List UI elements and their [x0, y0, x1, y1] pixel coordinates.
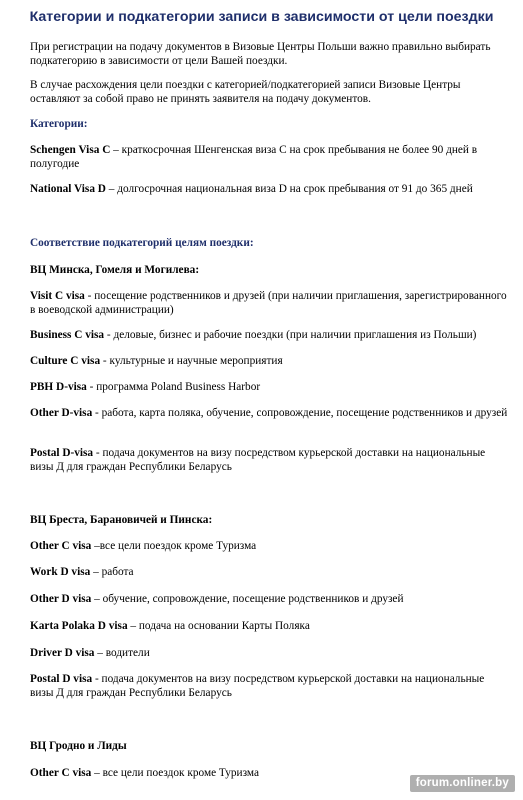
group-heading-minsk: ВЦ Минска, Гомеля и Могилева:	[30, 264, 200, 276]
category-desc: – долгосрочная национальная виза D на срок пребывания от 91 до 365 дней	[105, 183, 473, 195]
category-item	[30, 182, 508, 196]
page-title: Категории и подкатегории записи в зависимости от цели поездки	[29, 9, 494, 25]
subcategory-desc: - деловые, бизнес и рабочие поездки (при наличии приглашения из Польши)	[104, 329, 477, 341]
category-item	[30, 143, 508, 171]
subcategory-item	[30, 565, 508, 579]
subcategory-item	[30, 592, 508, 606]
subcategory-desc: – водители	[94, 647, 150, 659]
subcategory-item	[30, 539, 508, 553]
subcategory-desc: – все цели поездок кроме Туризма	[91, 767, 259, 779]
group-heading-grodno: ВЦ Гродно и Лиды	[30, 740, 127, 752]
intro-paragraph-1: При регистрации на подачу документов в Визовые Центры Польши важно правильно выбирать подкатегорию в зависимости от цели Вашей поездки.	[30, 41, 491, 67]
subcategory-item	[30, 380, 508, 394]
category-term: Schengen Visa C	[30, 144, 111, 156]
subcategory-term: Postal D visa	[30, 673, 93, 685]
subcategory-term: Karta Polaka D visa	[30, 620, 128, 632]
subcategories-heading: Соответствие подкатегорий целям поездки:	[30, 237, 254, 249]
subcategory-term: PBH D-visa	[30, 381, 87, 393]
subcategory-term: Other C visa	[30, 767, 92, 779]
subcategory-term: Postal D-visa	[30, 447, 94, 459]
subcategory-item	[30, 354, 508, 368]
subcategory-desc: –все цели поездок кроме Туризма	[91, 540, 257, 552]
subcategory-item	[30, 446, 508, 474]
subcategory-item	[30, 289, 508, 317]
subcategory-desc: - подача документов на визу посредством курьерской доставки на национальные визы Д для граждан Республики Беларусь	[30, 673, 485, 699]
subcategory-desc: - посещение родственников и друзей (при наличии приглашения, зарегистрированного в воеводской администрации)	[30, 290, 507, 316]
subcategory-term: Culture C visa	[30, 355, 101, 367]
subcategory-item	[30, 328, 508, 342]
subcategory-desc: – обучение, сопровождение, посещение родственников и друзей	[91, 593, 404, 605]
categories-heading: Категории:	[30, 118, 88, 130]
subcategory-term: Business C visa	[30, 329, 105, 341]
subcategory-term: Work D visa	[30, 566, 91, 578]
subcategory-item	[30, 646, 508, 660]
watermark-logo: forum.onliner.by	[410, 775, 515, 792]
category-term: National Visa D	[30, 183, 106, 195]
subcategory-desc: – работа	[90, 566, 134, 578]
subcategory-desc: - культурные и научные мероприятия	[100, 355, 283, 367]
category-desc: – краткосрочная Шенгенская виза С на срок пребывания не более 90 дней в полугодие	[30, 144, 478, 170]
subcategory-desc: – подача на основании Карты Поляка	[127, 620, 310, 632]
subcategory-term: Other D-visa	[30, 407, 93, 419]
subcategory-item	[30, 672, 508, 700]
subcategory-desc: - программа Poland Business Harbor	[86, 381, 261, 393]
subcategory-item	[30, 406, 508, 420]
subcategory-term: Other C visa	[30, 540, 92, 552]
subcategory-term: Driver D visa	[30, 647, 95, 659]
group-heading-brest: ВЦ Бреста, Барановичей и Пинска:	[30, 514, 213, 526]
subcategory-desc: - подача документов на визу посредством курьерской доставки на национальные визы Д для граждан Республики Беларусь	[30, 447, 486, 473]
subcategory-desc: - работа, карта поляка, обучение, сопровождение, посещение родственников и друзей	[92, 407, 508, 419]
subcategory-item	[30, 619, 508, 633]
subcategory-term: Other D visa	[30, 593, 92, 605]
subcategory-term: Visit C visa	[30, 290, 85, 302]
intro-paragraph-2: В случае расхождения цели поездки с категорией/подкатегорией записи Визовые Центры оставляют за собой право не принять заявителя на подачу документов.	[30, 79, 461, 105]
